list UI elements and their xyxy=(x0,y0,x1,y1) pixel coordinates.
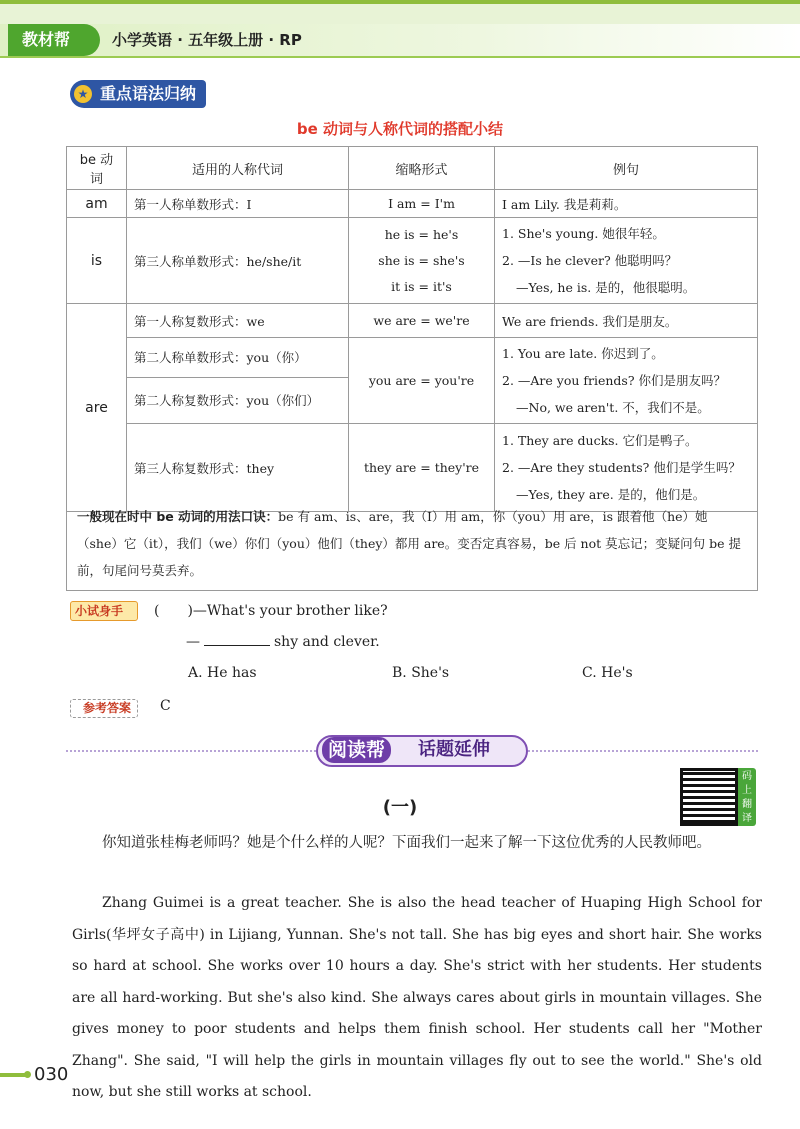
rule-text: be 有 am、is、are，我（I）用 am，你（you）用 are，is 跟着他（he）她（she）它（it），我们（we）你们（you）他们（they）都用 are。变否定真容易，be 后 not 莫忘记；变疑问句 be 提前，句尾问号莫丢弃。 xyxy=(77,509,741,578)
example-cell: I am Lily. 我是莉莉。 xyxy=(495,190,758,218)
dotted-divider-right xyxy=(528,750,758,752)
header-divider xyxy=(0,56,800,58)
brand-tab: 教材帮 xyxy=(8,24,100,56)
abbr-cell: they are = they're xyxy=(349,424,495,512)
header-abbr: 缩略形式 xyxy=(349,147,495,190)
page-dot xyxy=(24,1071,31,1078)
example-line: —No, we aren't. 不，我们不是。 xyxy=(516,400,710,415)
pronoun-cell: 第三人称单数形式：he/she/it xyxy=(127,218,349,304)
example-line: 2. —Are you friends? 你们是朋友吗？ xyxy=(502,373,727,388)
be-am: am xyxy=(67,190,127,218)
abbr-cell: I am = I'm xyxy=(349,190,495,218)
be-is: is xyxy=(67,218,127,304)
top-accent xyxy=(0,0,800,4)
option-c[interactable]: C. He's xyxy=(582,665,633,681)
option-b[interactable]: B. She's xyxy=(392,665,450,681)
reference-answer-badge: 参考答案 xyxy=(70,699,138,718)
header-pronoun: 适用的人称代词 xyxy=(127,147,349,190)
example-line: —Yes, they are. 是的，他们是。 xyxy=(516,487,706,502)
example-cell xyxy=(495,338,758,424)
star-icon: ★ xyxy=(74,85,92,103)
abbr-cell: you are = you're xyxy=(349,338,495,424)
reading-banner-main: 阅读帮 xyxy=(322,737,391,763)
section-badge: 重点语法归纳 xyxy=(70,80,206,108)
page-number: 030 xyxy=(34,1064,69,1085)
example-line: 1. She's young. 她很年轻。 xyxy=(502,226,665,241)
passage-number: (一) xyxy=(382,797,418,818)
be-are: are xyxy=(67,304,127,512)
passage-text: Zhang Guimei is a great teacher. She is also the head teacher of Huaping High School for Girls(华坪女子高中) in Lijiang, Yunnan. She's not tall. She has big eyes and short hair. She works so hard at school. She works over 10 hours a day. She's strict with her students. Her students are all hard-working. But she's also kind. She always cares about girls in mountain villages. She gives money to poor students and helps them finish school. Her students call her "Mother Zhang". She said, "I will help the girls in mountain villages fly out to see the world." She's old now, but she still works at school. xyxy=(72,895,762,1100)
practice-answer-line xyxy=(186,634,380,650)
pronoun-cell: 第一人称复数形式：we xyxy=(127,304,349,338)
reading-banner-sub: 话题延伸 xyxy=(418,739,490,760)
answer-prefix: — xyxy=(186,634,200,650)
pronoun-cell: 第三人称复数形式：they xyxy=(127,424,349,512)
dotted-divider-left xyxy=(66,750,316,752)
header-be: be 动词 xyxy=(67,147,127,190)
header-example: 例句 xyxy=(495,147,758,190)
practice-badge: 小试身手 xyxy=(70,601,138,621)
pronoun-cell: 第二人称单数形式：you（你） xyxy=(127,338,349,378)
table-header-row xyxy=(67,147,758,190)
table-row-am xyxy=(67,190,758,218)
passage-intro: 你知道张桂梅老师吗？她是个什么样的人呢？下面我们一起来了解一下这位优秀的人民教师吧。 xyxy=(102,835,711,851)
table-row-you-sg xyxy=(67,338,758,378)
pronoun-cell: 第二人称复数形式：you（你们） xyxy=(127,377,349,423)
abbr-cell: we are = we're xyxy=(349,304,495,338)
answer-blank[interactable] xyxy=(204,645,270,646)
grammar-table xyxy=(66,146,758,512)
practice-question: ( )—What's your brother like? xyxy=(154,603,388,619)
reference-answer: C xyxy=(160,698,171,714)
book-title: 小学英语 · 五年级上册 · RP xyxy=(112,31,302,49)
qr-tag[interactable]: 码上翻译 xyxy=(738,768,756,826)
pronoun-cell: 第一人称单数形式：I xyxy=(127,190,349,218)
table-row-is xyxy=(67,218,758,304)
abbr-line: it is = it's xyxy=(391,278,452,294)
abbr-cell xyxy=(349,218,495,304)
table-title: be 动词与人称代词的搭配小结 xyxy=(296,120,504,138)
rule-box xyxy=(66,493,758,591)
answer-suffix: shy and clever. xyxy=(274,634,380,650)
option-a[interactable]: A. He has xyxy=(188,665,257,681)
example-cell xyxy=(495,218,758,304)
example-line: 1. They are ducks. 它们是鸭子。 xyxy=(502,433,698,448)
example-line: 2. —Are they students? 他们是学生吗？ xyxy=(502,460,741,475)
abbr-line: she is = she's xyxy=(378,252,465,268)
example-line: 2. —Is he clever? 他聪明吗？ xyxy=(502,253,678,268)
example-line: —Yes, he is. 是的，他很聪明。 xyxy=(516,280,696,295)
abbr-line: he is = he's xyxy=(384,226,459,242)
example-cell: We are friends. 我们是朋友。 xyxy=(495,304,758,338)
table-row-we xyxy=(67,304,758,338)
example-line: 1. You are late. 你迟到了。 xyxy=(502,346,664,361)
rule-label: 一般现在时中 be 动词的用法口诀： xyxy=(77,509,279,524)
